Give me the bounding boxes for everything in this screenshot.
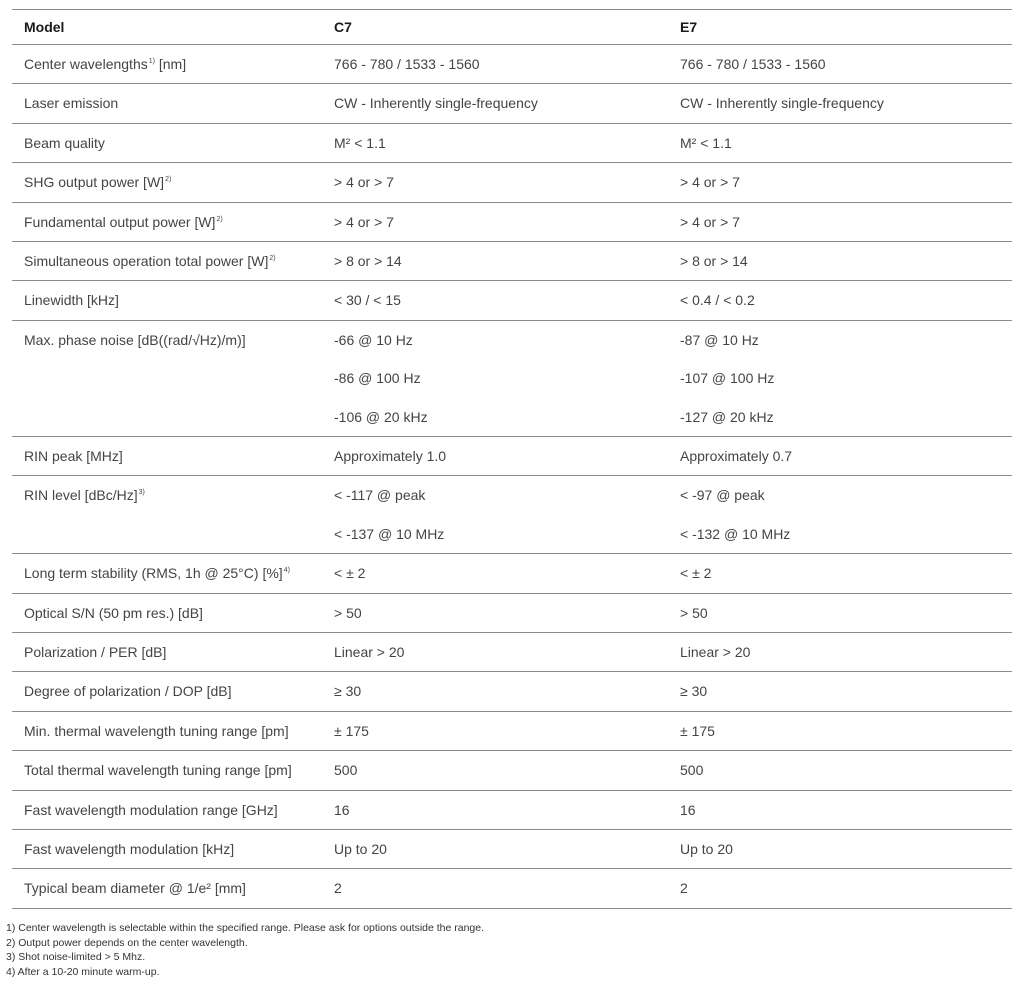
- table-row: [12, 593, 1012, 632]
- parameter-label: Polarization / PER [dB]: [24, 644, 167, 661]
- footnote: 2) Output power depends on the center wavelength.: [6, 936, 248, 949]
- table-row: [12, 751, 1012, 790]
- c7-value: < -137 @ 10 MHz: [334, 525, 445, 542]
- c7-value: 500: [334, 762, 358, 779]
- footnote: 1) Center wavelength is selectable within the specified range. Please ask for options outside the range.: [6, 922, 485, 934]
- table-row: [12, 281, 1012, 320]
- parameter-cell: [12, 281, 322, 320]
- c7-value-cell: [322, 281, 668, 320]
- parameter-cell: [12, 790, 322, 829]
- e7-value-cell: [668, 593, 1012, 632]
- table-row: [12, 45, 1012, 84]
- parameter-label: Fast wavelength modulation range [GHz]: [24, 801, 278, 818]
- e7-value: < ± 2: [680, 565, 712, 582]
- parameter-label: Laser emission: [24, 95, 119, 112]
- parameter-cell: [12, 320, 322, 436]
- table-row: [12, 711, 1012, 750]
- c7-value: 766 - 780 / 1533 - 1560: [334, 56, 480, 72]
- e7-value: 16: [680, 801, 696, 818]
- parameter-label: Beam quality: [24, 134, 105, 151]
- footnote-marker: 2): [269, 255, 276, 263]
- e7-value: > 50: [680, 604, 708, 621]
- c7-value: ≥ 30: [334, 683, 362, 700]
- e7-value: > 4 or > 7: [680, 174, 740, 191]
- table-row: [12, 437, 1012, 476]
- e7-value: < -132 @ 10 MHz: [680, 525, 791, 542]
- table-row: [12, 554, 1012, 593]
- parameter-cell: [12, 751, 322, 790]
- parameter-label: Total thermal wavelength tuning range [pm]: [24, 762, 292, 779]
- e7-value-cell: [668, 437, 1012, 476]
- e7-value: < 0.4 / < 0.2: [680, 292, 755, 309]
- c7-value: Up to 20: [334, 841, 387, 858]
- c7-value: > 8 or > 14: [334, 253, 402, 270]
- parameter-cell: [12, 633, 322, 672]
- parameter-cell: [12, 869, 322, 908]
- e7-value-cell: [668, 320, 1012, 436]
- c7-value-cell: [322, 672, 668, 711]
- parameter-cell: [12, 476, 322, 554]
- e7-value: < -97 @ peak: [680, 487, 765, 504]
- e7-value-cell: [668, 633, 1012, 672]
- c7-value-cell: [322, 202, 668, 241]
- e7-value: -107 @ 100 Hz: [680, 370, 775, 387]
- parameter-label: Simultaneous operation total power [W]: [24, 253, 269, 270]
- e7-value-cell: [668, 672, 1012, 711]
- c7-value-cell: [322, 320, 668, 436]
- e7-value: ≥ 30: [680, 683, 708, 700]
- parameter-cell: [12, 437, 322, 476]
- parameter-label: Max. phase noise [dB((rad/√Hz)/m)]: [24, 331, 246, 348]
- spec-table-body: [12, 45, 1012, 909]
- e7-value-cell: [668, 84, 1012, 123]
- c7-value-cell: [322, 476, 668, 554]
- e7-value: 500: [680, 762, 704, 779]
- e7-value-cell: [668, 711, 1012, 750]
- e7-value: > 8 or > 14: [680, 253, 748, 270]
- table-row: [12, 163, 1012, 202]
- e7-value: ± 175: [680, 722, 715, 739]
- footnote-marker: 4): [283, 567, 290, 575]
- parameter-cell: [12, 554, 322, 593]
- e7-value-cell: [668, 751, 1012, 790]
- c7-value-cell: [322, 790, 668, 829]
- table-row: [12, 320, 1012, 436]
- parameter-cell: [12, 830, 322, 869]
- c7-value: < 30 / < 15: [334, 292, 401, 309]
- parameter-cell: [12, 711, 322, 750]
- c7-value-cell: [322, 163, 668, 202]
- table-row: [12, 790, 1012, 829]
- e7-value-cell: [668, 242, 1012, 281]
- c7-value-cell: [322, 593, 668, 632]
- c7-value: > 4 or > 7: [334, 174, 394, 191]
- c7-value: < -117 @ peak: [334, 487, 426, 504]
- c7-value: < ± 2: [334, 565, 366, 582]
- e7-value-cell: [668, 790, 1012, 829]
- c7-value-cell: [322, 45, 668, 84]
- table-row: [12, 476, 1012, 554]
- e7-value: Approximately 0.7: [680, 448, 793, 465]
- parameter-cell: [12, 84, 322, 123]
- e7-value: 2: [680, 880, 688, 897]
- e7-value-cell: [668, 281, 1012, 320]
- c7-value: 2: [334, 880, 342, 897]
- table-row: [12, 84, 1012, 123]
- c7-value: CW - Inherently single-frequency: [334, 95, 538, 112]
- parameter-label: Min. thermal wavelength tuning range [pm]: [24, 722, 289, 739]
- c7-value-cell: [322, 84, 668, 123]
- e7-value: CW - Inherently single-frequency: [680, 95, 884, 112]
- c7-value-cell: [322, 554, 668, 593]
- table-row: [12, 672, 1012, 711]
- parameter-label: Optical S/N (50 pm res.) [dB]: [24, 604, 203, 621]
- c7-value: -106 @ 20 kHz: [334, 408, 428, 425]
- c7-value-cell: [322, 437, 668, 476]
- c7-value-cell: [322, 123, 668, 162]
- model-header: Model: [24, 19, 65, 35]
- parameter-cell: [12, 593, 322, 632]
- c7-value-cell: [322, 633, 668, 672]
- parameter-label: Fundamental output power [W]: [24, 213, 216, 230]
- e7-value: 766 - 780 / 1533 - 1560: [680, 56, 826, 72]
- c7-value: ± 175: [334, 722, 369, 739]
- e7-value: Up to 20: [680, 841, 733, 858]
- c7-value: -86 @ 100 Hz: [334, 370, 421, 387]
- e7-column-header: E7: [680, 19, 698, 35]
- parameter-label: Long term stability (RMS, 1h @ 25°C) [%]: [24, 565, 283, 582]
- e7-value-cell: [668, 476, 1012, 554]
- e7-value-cell: [668, 202, 1012, 241]
- parameter-label: SHG output power [W]: [24, 174, 165, 191]
- e7-value: -87 @ 10 Hz: [680, 331, 759, 348]
- parameter-label: Center wavelengths: [24, 56, 148, 72]
- footnote-marker: 2): [165, 176, 172, 184]
- footnote-marker: 3): [138, 489, 145, 497]
- footnote-marker: 2): [216, 215, 223, 223]
- e7-value: Linear > 20: [680, 644, 751, 661]
- table-row: [12, 869, 1012, 908]
- footnote: 4) After a 10-20 minute warm-up.: [6, 965, 160, 978]
- parameter-cell: [12, 45, 322, 84]
- e7-value-cell: [668, 869, 1012, 908]
- parameter-label: Typical beam diameter @ 1/e² [mm]: [24, 880, 246, 897]
- table-row: [12, 633, 1012, 672]
- c7-value: 16: [334, 801, 350, 818]
- e7-value: M² < 1.1: [680, 134, 732, 151]
- table-row: [12, 123, 1012, 162]
- e7-value: -127 @ 20 kHz: [680, 408, 774, 425]
- e7-value-cell: [668, 554, 1012, 593]
- c7-value-cell: [322, 830, 668, 869]
- e7-value-cell: [668, 123, 1012, 162]
- c7-value-cell: [322, 751, 668, 790]
- c7-value: > 4 or > 7: [334, 213, 394, 230]
- parameter-cell: [12, 242, 322, 281]
- parameter-label: Degree of polarization / DOP [dB]: [24, 683, 232, 700]
- c7-value: -66 @ 10 Hz: [334, 331, 413, 348]
- e7-value: > 4 or > 7: [680, 213, 740, 230]
- parameter-cell: [12, 123, 322, 162]
- parameter-unit: [nm]: [154, 56, 187, 72]
- parameter-cell: [12, 202, 322, 241]
- table-header-row: [12, 10, 1012, 45]
- footnote: 3) Shot noise-limited > 5 Mhz.: [6, 951, 146, 963]
- footnote-marker: 1): [148, 58, 155, 65]
- parameter-cell: [12, 163, 322, 202]
- parameter-label: RIN level [dBc/Hz]: [24, 487, 138, 504]
- e7-value-cell: [668, 830, 1012, 869]
- table-row: [12, 202, 1012, 241]
- c7-value-cell: [322, 242, 668, 281]
- table-row: [12, 830, 1012, 869]
- e7-value-cell: [668, 45, 1012, 84]
- parameter-cell: [12, 672, 322, 711]
- c7-column-header: C7: [334, 19, 352, 35]
- c7-value: > 50: [334, 604, 362, 621]
- c7-value: Linear > 20: [334, 644, 405, 661]
- table-row: [12, 242, 1012, 281]
- parameter-label: Linewidth [kHz]: [24, 292, 119, 309]
- e7-value-cell: [668, 163, 1012, 202]
- c7-value-cell: [322, 711, 668, 750]
- footnotes: [6, 921, 484, 979]
- c7-value: M² < 1.1: [334, 134, 386, 151]
- parameter-label: Fast wavelength modulation [kHz]: [24, 841, 235, 858]
- spec-table: [12, 9, 1012, 909]
- c7-value-cell: [322, 869, 668, 908]
- c7-value: Approximately 1.0: [334, 448, 447, 465]
- parameter-label: RIN peak [MHz]: [24, 448, 123, 465]
